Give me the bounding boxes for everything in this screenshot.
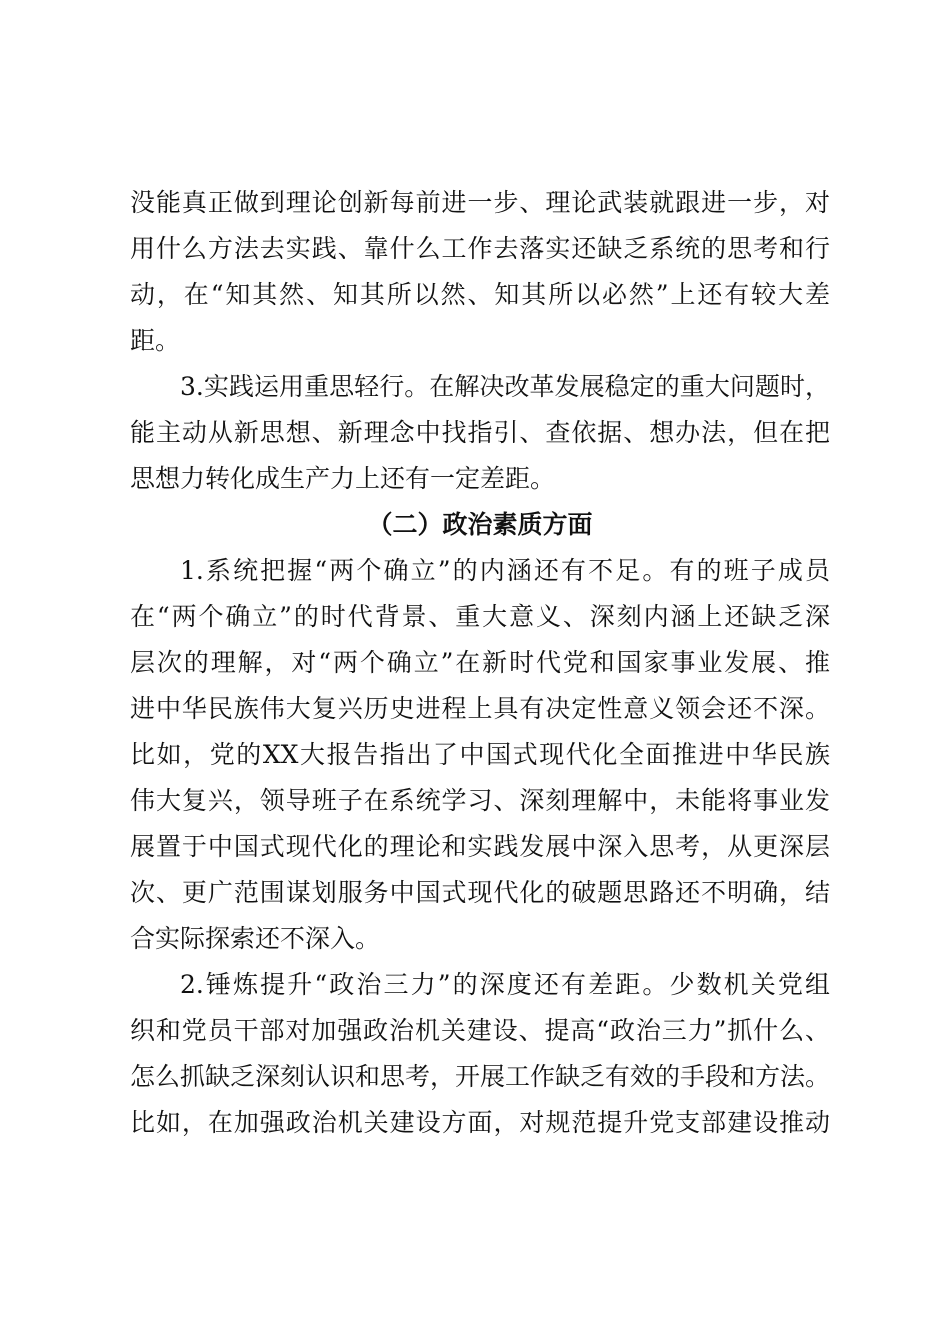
document-page [130,180,830,1146]
text-line: 合实际探索还不深入。 [130,924,381,953]
text-line: 织和党员干部对加强政治机关建设、提高“政治三力”抓什么、 [130,1016,830,1045]
text-line: 比如，党的XX大报告指出了中国式现代化全面推进中华民族 [130,740,830,769]
text-line: 怎么抓缺乏深刻认识和思考，开展工作缺乏有效的手段和方法。 [130,1062,830,1091]
paragraph-start: 1.系统把握“两个确立”的内涵还有不足。有的班子成员 [180,556,830,585]
text-line: 次、更广范围谋划服务中国式现代化的破题思路还不明确，结 [130,878,830,907]
text-line: 伟大复兴，领导班子在系统学习、深刻理解中，未能将事业发 [130,786,830,815]
text-line: 比如，在加强政治机关建设方面，对规范提升党支部建设推动 [130,1108,830,1137]
text-line: 用什么方法去实践、靠什么工作去落实还缺乏系统的思考和行 [130,234,830,263]
text-line: 思想力转化成生产力上还有一定差距。 [130,464,556,493]
text-line: 没能真正做到理论创新每前进一步、理论武装就跟进一步，对 [130,188,830,217]
text-line: 距。 [130,326,181,355]
text-line: 能主动从新思想、新理念中找指引、查依据、想办法，但在把 [130,418,830,447]
paragraph-start: 2.锤炼提升“政治三力”的深度还有差距。少数机关党组 [180,970,830,999]
text-line: 在“两个确立”的时代背景、重大意义、深刻内涵上还缺乏深 [130,602,830,631]
text-line: 展置于中国式现代化的理论和实践发展中深入思考，从更深层 [130,832,830,861]
section-heading: （二）政治素质方面 [367,510,593,539]
text-line: 进中华民族伟大复兴历史进程上具有决定性意义领会还不深。 [130,694,830,723]
text-line: 动，在“知其然、知其所以然、知其所以必然”上还有较大差 [130,280,830,309]
paragraph-start: 3.实践运用重思轻行。在解决改革发展稳定的重大问题时， [180,372,830,401]
text-line: 层次的理解，对“两个确立”在新时代党和国家事业发展、推 [130,648,830,677]
